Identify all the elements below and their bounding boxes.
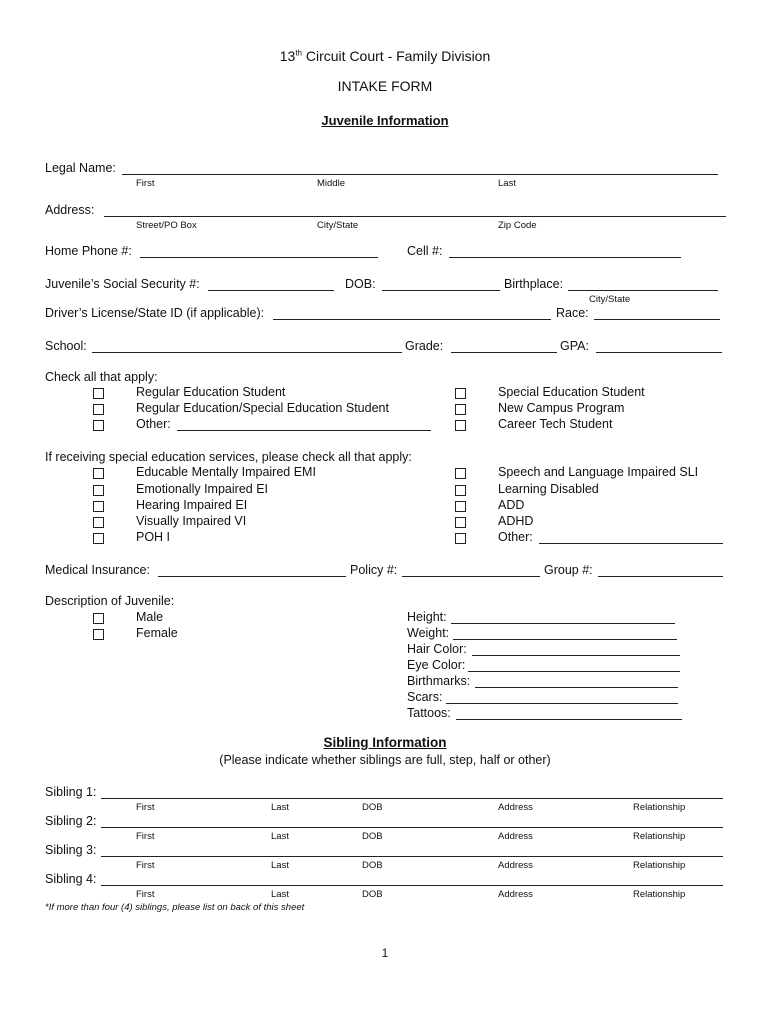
sibling-3-last-sub: Last	[271, 860, 289, 871]
sibling-1-first-sub: First	[136, 802, 155, 813]
address-field[interactable]	[104, 216, 726, 217]
sibling-info-subheading: (Please indicate whether siblings are full, step, half or other)	[219, 753, 551, 767]
address-zip-sub: Zip Code	[498, 220, 537, 231]
legal-name-field[interactable]	[122, 174, 718, 175]
sibling-1-last-sub: Last	[271, 802, 289, 813]
height-field[interactable]	[451, 623, 675, 624]
option-female: Female	[136, 626, 178, 640]
tattoos-field[interactable]	[456, 719, 682, 720]
scars-field[interactable]	[446, 703, 678, 704]
birthplace-field[interactable]	[568, 290, 718, 291]
checkbox-male[interactable]	[93, 613, 104, 624]
sibling-3-address-sub: Address	[498, 860, 533, 871]
sibling-3-dob-sub: DOB	[362, 860, 383, 871]
home-phone-label: Home Phone #:	[45, 244, 132, 258]
sibling-3-field[interactable]	[101, 856, 723, 857]
other-special-field[interactable]	[539, 543, 723, 544]
tattoos-label: Tattoos:	[407, 706, 451, 720]
scars-label: Scars:	[407, 690, 443, 704]
sibling-1-address-sub: Address	[498, 802, 533, 813]
checkbox-female[interactable]	[93, 629, 104, 640]
legal-name-first-sub: First	[136, 178, 155, 189]
legal-name-last-sub: Last	[498, 178, 516, 189]
hair-color-label: Hair Color:	[407, 642, 467, 656]
sibling-2-address-sub: Address	[498, 831, 533, 842]
checkbox-regular-ed[interactable]	[93, 388, 104, 399]
sibling-4-field[interactable]	[101, 885, 723, 886]
address-city-sub: City/State	[317, 220, 359, 231]
option-ei-emotional: Emotionally Impaired EI	[136, 482, 269, 496]
address-street-sub: Street/PO Box	[136, 220, 197, 231]
form-title: INTAKE FORM	[337, 78, 433, 94]
sibling-2-field[interactable]	[101, 827, 723, 828]
height-label: Height:	[407, 610, 447, 624]
checkbox-emi[interactable]	[93, 468, 104, 479]
page-number: 1	[381, 946, 389, 960]
option-adhd: ADHD	[498, 514, 534, 528]
weight-field[interactable]	[453, 639, 677, 640]
hair-color-field[interactable]	[472, 655, 680, 656]
option-add: ADD	[498, 498, 525, 512]
checkbox-ld[interactable]	[455, 485, 466, 496]
sibling-info-heading: Sibling Information	[323, 735, 447, 750]
sibling-2-last-sub: Last	[271, 831, 289, 842]
option-regular-special-ed: Regular Education/Special Education Student	[136, 401, 389, 415]
address-label: Address:	[45, 203, 95, 217]
eye-color-field[interactable]	[468, 671, 680, 672]
checkbox-other-special[interactable]	[455, 533, 466, 544]
sibling-note: *If more than four (4) siblings, please list on back of this sheet	[45, 902, 305, 913]
checkbox-adhd[interactable]	[455, 517, 466, 528]
option-ei-hearing: Hearing Impaired EI	[136, 498, 248, 512]
dob-field[interactable]	[382, 290, 500, 291]
legal-name-middle-sub: Middle	[317, 178, 345, 189]
sibling-2-first-sub: First	[136, 831, 155, 842]
checkbox-sli[interactable]	[455, 468, 466, 479]
sibling-4-last-sub: Last	[271, 889, 289, 900]
checkbox-new-campus[interactable]	[455, 404, 466, 415]
gpa-field[interactable]	[596, 352, 722, 353]
ssn-label: Juvenile’s Social Security #:	[45, 277, 200, 291]
option-special-ed: Special Education Student	[498, 385, 645, 399]
checkbox-special-ed[interactable]	[455, 388, 466, 399]
juvenile-info-heading: Juvenile Information	[321, 113, 449, 128]
option-other-special: Other:	[498, 530, 533, 544]
other-ed-field[interactable]	[177, 430, 431, 431]
special-ed-label: If receiving special education services, please check all that apply:	[45, 450, 412, 464]
sibling-2-dob-sub: DOB	[362, 831, 383, 842]
checkbox-ei-hearing[interactable]	[93, 501, 104, 512]
option-sli: Speech and Language Impaired SLI	[498, 465, 699, 479]
medical-insurance-field[interactable]	[158, 576, 346, 577]
sibling-4-relationship-sub: Relationship	[633, 889, 686, 900]
checkbox-regular-special-ed[interactable]	[93, 404, 104, 415]
home-phone-field[interactable]	[140, 257, 378, 258]
sibling-4-dob-sub: DOB	[362, 889, 383, 900]
option-poh: POH I	[136, 530, 171, 544]
race-field[interactable]	[594, 319, 720, 320]
option-emi: Educable Mentally Impaired EMI	[136, 465, 316, 479]
policy-field[interactable]	[402, 576, 540, 577]
license-field[interactable]	[273, 319, 551, 320]
gpa-label: GPA:	[560, 339, 589, 353]
checkbox-add[interactable]	[455, 501, 466, 512]
grade-field[interactable]	[451, 352, 557, 353]
option-career-tech: Career Tech Student	[498, 417, 613, 431]
sibling-1-dob-sub: DOB	[362, 802, 383, 813]
option-other-ed: Other:	[136, 417, 171, 431]
ssn-field[interactable]	[208, 290, 334, 291]
option-male: Male	[136, 610, 164, 624]
checkbox-other-ed[interactable]	[93, 420, 104, 431]
policy-label: Policy #:	[350, 563, 398, 577]
sibling-1-label: Sibling 1:	[45, 785, 97, 799]
legal-name-label: Legal Name:	[45, 161, 116, 175]
birthmarks-label: Birthmarks:	[407, 674, 471, 688]
cell-label: Cell #:	[407, 244, 443, 258]
checkbox-vi[interactable]	[93, 517, 104, 528]
checkbox-poh[interactable]	[93, 533, 104, 544]
eye-color-label: Eye Color:	[407, 658, 466, 672]
option-new-campus: New Campus Program	[498, 401, 625, 415]
school-label: School:	[45, 339, 87, 353]
court-title: 13th Circuit Court - Family Division	[279, 48, 491, 64]
weight-label: Weight:	[407, 626, 450, 640]
checkbox-career-tech[interactable]	[455, 420, 466, 431]
sibling-1-relationship-sub: Relationship	[633, 802, 686, 813]
option-ld: Learning Disabled	[498, 482, 599, 496]
group-label: Group #:	[544, 563, 593, 577]
cell-field[interactable]	[449, 257, 681, 258]
medical-insurance-label: Medical Insurance:	[45, 563, 150, 577]
description-label: Description of Juvenile:	[45, 594, 175, 608]
sibling-4-first-sub: First	[136, 889, 155, 900]
checkbox-ei-emotional[interactable]	[93, 485, 104, 496]
sibling-3-first-sub: First	[136, 860, 155, 871]
birthplace-label: Birthplace:	[504, 277, 564, 291]
birthplace-sub: City/State	[589, 294, 631, 305]
option-regular-ed: Regular Education Student	[136, 385, 286, 399]
grade-label: Grade:	[405, 339, 444, 353]
option-vi: Visually Impaired VI	[136, 514, 247, 528]
license-label: Driver’s License/State ID (if applicable):	[45, 306, 265, 320]
sibling-1-field[interactable]	[101, 798, 723, 799]
dob-label: DOB:	[345, 277, 376, 291]
group-field[interactable]	[598, 576, 723, 577]
birthmarks-field[interactable]	[475, 687, 678, 688]
race-label: Race:	[556, 306, 589, 320]
sibling-2-label: Sibling 2:	[45, 814, 97, 828]
sibling-4-label: Sibling 4:	[45, 872, 97, 886]
sibling-3-relationship-sub: Relationship	[633, 860, 686, 871]
sibling-3-label: Sibling 3:	[45, 843, 97, 857]
school-field[interactable]	[92, 352, 402, 353]
sibling-4-address-sub: Address	[498, 889, 533, 900]
sibling-2-relationship-sub: Relationship	[633, 831, 686, 842]
check-all-label: Check all that apply:	[45, 370, 158, 384]
